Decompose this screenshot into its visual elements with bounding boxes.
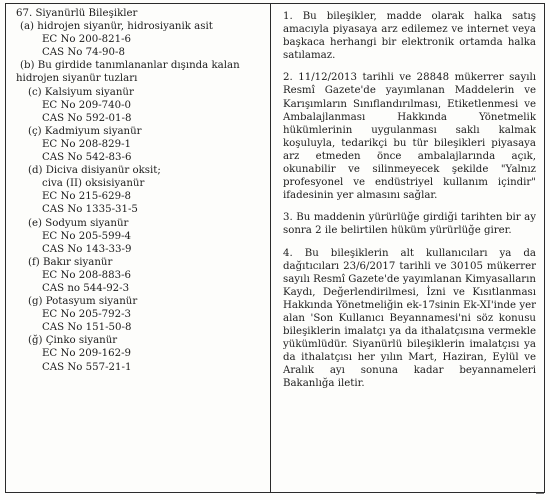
item-d-label-cont: civa (II) oksisiyanür xyxy=(42,178,145,190)
item-c-cas: CAS No 592-01-8 xyxy=(42,112,132,124)
item-d-ec: EC No 215-629-8 xyxy=(42,191,132,203)
item-e-cas: CAS No 143-33-9 xyxy=(42,243,132,255)
entry-title: 67. Siyanürlü Bileşikler xyxy=(16,8,138,19)
item-gg-label: (ğ) Çinko siyanür xyxy=(28,335,118,347)
condition-paragraph-4: 4. Bu bileşiklerin alt kullanıcıları ya da dağıtıcıları 23/6/2017 tarihli ve 30105 mükerrer sayılı Resmî Gazete'de yayımlanan Kimyasalların Kaydı, Değerlendirilmesi, İzni ve Kısıtlanması Hakkında Yönetmeliğin ek-17sinin Ek-XI'inde yer alan 'Son Kullanıcı Beyannamesi'ni söz konusu bileşiklerin imalatçı ya da ithalatçısına vermekle yükümlüdür. Siyanürlü bileşiklerin imalatçısı ya da ithalatçısı her yılın Mart, Haziran, Eylül ve Aralık ayı sonuna kadar beyannameleri Bakanlığa iletir. xyxy=(283,247,536,390)
substance-column xyxy=(6,4,271,492)
item-b-label: (b) Bu girdide tanımlananlar dışında kalan xyxy=(20,60,240,72)
conditions-column xyxy=(271,4,544,492)
item-g-ec: EC No 205-792-3 xyxy=(42,309,132,321)
item-c-label: (c) Kalsiyum siyanür xyxy=(28,86,134,98)
page-corner-mark xyxy=(536,493,544,498)
item-a-label: (a) hidrojen siyanür, hidrosiyanik asit xyxy=(20,21,213,33)
item-g-label: (g) Potasyum siyanür xyxy=(28,296,138,308)
item-gg-cas: CAS No 557-21-1 xyxy=(42,361,132,373)
item-cc-ec: EC No 208-829-1 xyxy=(42,138,132,150)
item-f-label: (f) Bakır siyanür xyxy=(28,256,113,268)
item-a-cas: CAS No 74-90-8 xyxy=(42,47,125,59)
item-d-cas: CAS No 1335-31-5 xyxy=(42,204,138,216)
item-f-cas: CAS no 544-92-3 xyxy=(42,282,130,294)
item-f-ec: EC No 208-883-6 xyxy=(42,269,132,281)
item-cc-label: (ç) Kadmiyum siyanür xyxy=(28,125,142,137)
condition-paragraph-1: 1. Bu bileşikler, madde olarak halka satış amacıyla piyasaya arz edilemez ve internet veya başkaca herhangi bir elektronik ortamda halka satılamaz. xyxy=(283,11,536,62)
item-g-cas: CAS No 151-50-8 xyxy=(42,322,132,334)
item-b-label-cont: hidrojen siyanür tuzları xyxy=(16,73,138,85)
item-a-ec: EC No 200-821-6 xyxy=(42,34,132,46)
item-cc-cas: CAS No 542-83-6 xyxy=(42,152,132,164)
item-c-ec: EC No 209-740-0 xyxy=(42,99,132,111)
item-gg-ec: EC No 209-162-9 xyxy=(42,348,132,360)
item-e-label: (e) Sodyum siyanür xyxy=(28,217,129,229)
condition-paragraph-3: 3. Bu maddenin yürürlüğe girdiği tarihten bir ay sonra 2 ile belirtilen hüküm yürürlüğe girer. xyxy=(283,212,536,237)
item-d-label: (d) Diciva disiyanür oksit; xyxy=(28,165,161,177)
condition-paragraph-2: 2. 11/12/2013 tarihli ve 28848 mükerrer sayılı Resmî Gazete'de yayımlanan Maddelerin ve Karışımların Sınıflandırılması, Etiketlenmesi ve Ambalajlanması Hakkında Yönetmelik hükümlerinin uygulanması saklı kalmak koşuluyla, tedarikçi bu tür bileşikleri piyasaya arz etmeden önce ambalajlarında açık, okunabilir ve silinmeyecek şekilde "Yalnız profesyonel ve endüstriyel kullanım içindir" ifadesinin yer almasını sağlar. xyxy=(283,72,536,202)
restriction-table xyxy=(5,3,545,493)
item-e-ec: EC No 205-599-4 xyxy=(42,230,132,242)
